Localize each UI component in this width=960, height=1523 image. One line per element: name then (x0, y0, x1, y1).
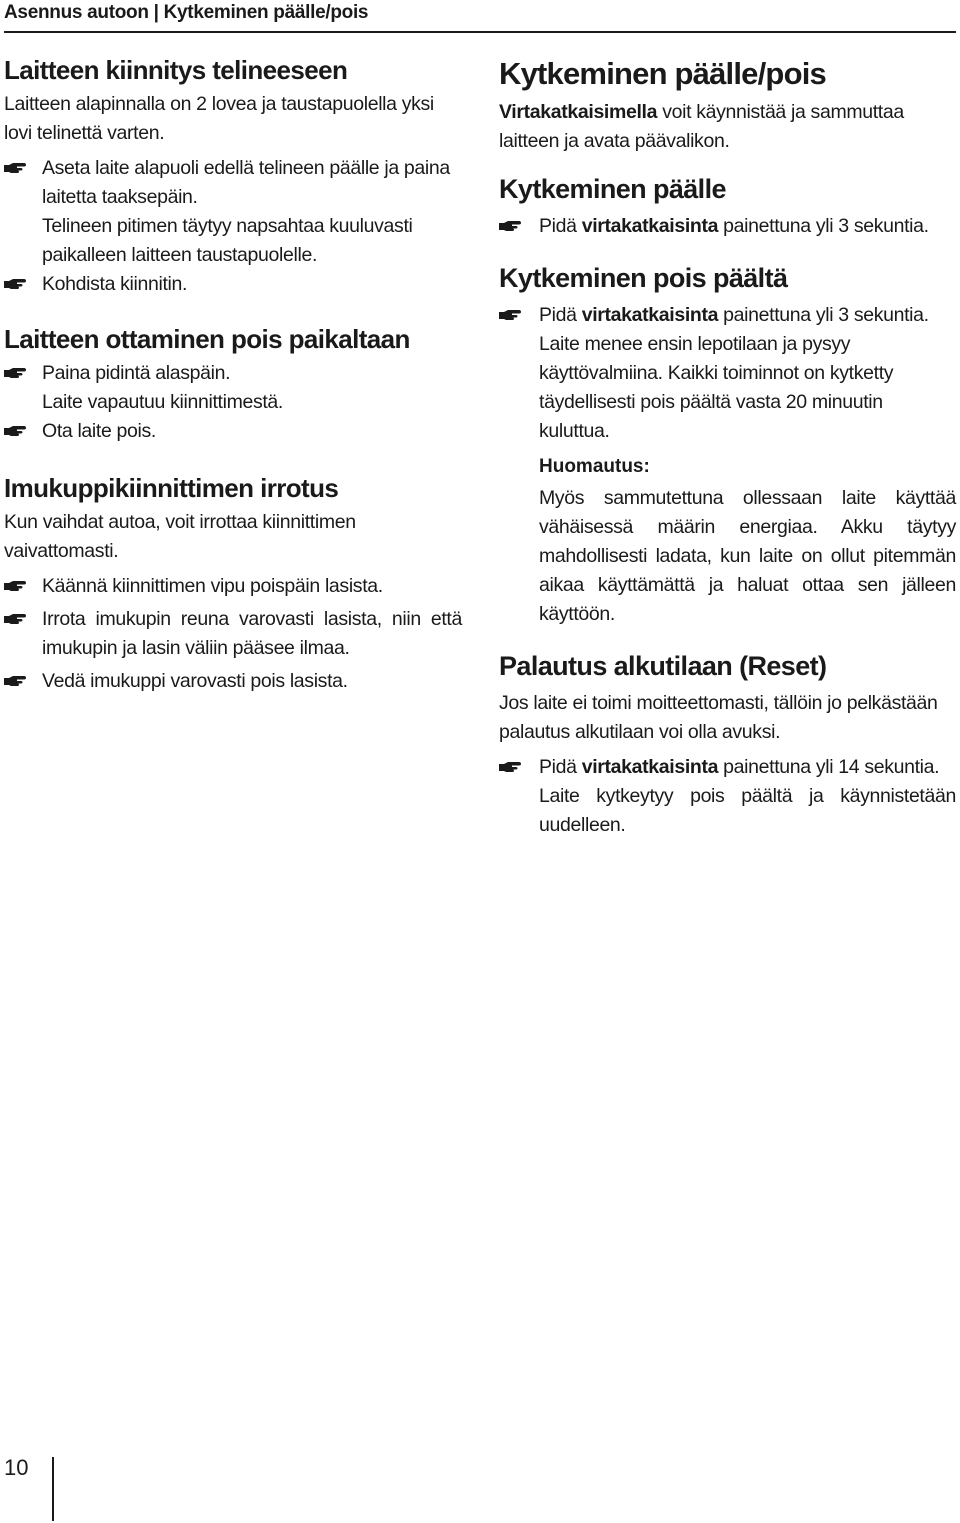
step-result (499, 782, 956, 840)
bold-term: virtakatkaisinta (581, 215, 719, 237)
text-run: Pidä (539, 304, 582, 326)
step-text (539, 301, 956, 330)
step-text: Irrota imukupin reuna varovasti lasista, niin että imukupin ja lasin väliin pääsee ilmaa. (42, 608, 462, 659)
pointing-hand-icon (4, 425, 26, 437)
step-item (499, 301, 956, 330)
note-label: Huomautus: (539, 456, 650, 477)
power-intro (499, 98, 956, 156)
step-text: Vedä imukuppi varovasti pois lasista. (42, 670, 348, 692)
step-result (4, 388, 462, 417)
result-text: Laite kytkeytyy pois päältä ja käynnistetään uudelleen. (539, 785, 956, 836)
text-run: Pidä (539, 756, 582, 778)
section-heading-removing: Laitteen ottaminen pois paikaltaan (4, 324, 410, 354)
step-result (499, 330, 956, 629)
step-text: Käännä kiinnittimen vipu poispäin lasista. (42, 575, 383, 597)
section-heading-power-on: Kytkeminen päälle (499, 174, 726, 204)
step-item (4, 417, 462, 446)
pointing-hand-icon (4, 675, 26, 687)
intro-rest: voit käynnistää ja sammuttaa laitteen ja avata päävalikon. (499, 101, 904, 152)
pointing-hand-icon (499, 309, 521, 321)
result-text: Telineen pitimen täytyy napsahtaa kuuluvasti paikalleen laitteen taustapuolelle. (42, 215, 413, 266)
pointing-hand-icon (499, 220, 521, 232)
step-item (4, 667, 462, 696)
note-text: Myös sammutettuna ollessaan laite käyttää vähäisessä määrin energiaa. Akku täytyy mahdollisesti ladata, kun laite on ollut pitemmän aikaa käyttämättä ja haluat ottaa sen jälleen käyttöön. (539, 487, 956, 625)
step-item (4, 359, 462, 388)
text-run: painettuna yli 14 sekuntia. (718, 756, 940, 778)
suction-cup-intro: Kun vaihdat autoa, voit irrottaa kiinnittimen vaivattomasti. (4, 511, 356, 562)
section-heading-suction-cup: Imukuppikiinnittimen irrotus (4, 473, 339, 503)
pointing-hand-icon (4, 367, 26, 379)
step-text: Aseta laite alapuoli edellä telineen päälle ja paina laitetta taaksepäin. (42, 157, 450, 208)
section-heading-power: Kytkeminen päälle/pois (499, 56, 826, 91)
step-item (4, 572, 462, 601)
step-text (539, 212, 956, 241)
step-text: Paina pidintä alaspäin. (42, 362, 231, 384)
step-item (4, 605, 462, 663)
text-run: painettuna yli 3 sekuntia. (718, 215, 929, 237)
step-item (499, 212, 956, 241)
reset-intro: Jos laite ei toimi moitteettomasti, tällöin jo pelkästään palautus alkutilaan voi olla avuksi. (499, 692, 938, 743)
section-heading-mounting: Laitteen kiinnitys telineeseen (4, 55, 348, 85)
step-text: Ota laite pois. (42, 420, 156, 442)
pointing-hand-icon (4, 162, 26, 174)
page-number-rule (52, 1457, 54, 1521)
right-column (499, 54, 956, 840)
bold-term: virtakatkaisinta (581, 756, 719, 778)
pointing-hand-icon (4, 613, 26, 625)
left-column (4, 54, 462, 696)
result-text: Laite vapautuu kiinnittimestä. (42, 391, 283, 413)
section-heading-power-off: Kytkeminen pois päältä (499, 263, 788, 293)
bold-term: virtakatkaisinta (581, 304, 719, 326)
text-run: Pidä (539, 215, 582, 237)
step-item (4, 270, 462, 299)
running-header: Asennus autoon | Kytkeminen päälle/pois (4, 2, 956, 33)
text-run: painettuna yli 3 sekuntia. (718, 304, 929, 326)
step-item (4, 154, 462, 212)
step-item (499, 753, 956, 782)
pointing-hand-icon (4, 278, 26, 290)
result-text: Laite menee ensin lepotilaan ja pysyy käyttövalmiina. Kaikki toiminnot on kytketty täydellisesti pois päältä vasta 20 minuutin kuluttua. (539, 333, 894, 442)
page-number: 10 (4, 1455, 29, 1480)
bold-term: Virtakatkaisimella (499, 101, 658, 123)
pointing-hand-icon (499, 761, 521, 773)
pointing-hand-icon (4, 580, 26, 592)
mounting-intro: Laitteen alapinnalla on 2 lovea ja taustapuolella yksi lovi telinettä varten. (4, 93, 434, 144)
step-text (539, 753, 956, 782)
step-result (4, 212, 462, 270)
step-text: Kohdista kiinnitin. (42, 273, 188, 295)
section-heading-reset: Palautus alkutilaan (Reset) (499, 651, 827, 681)
